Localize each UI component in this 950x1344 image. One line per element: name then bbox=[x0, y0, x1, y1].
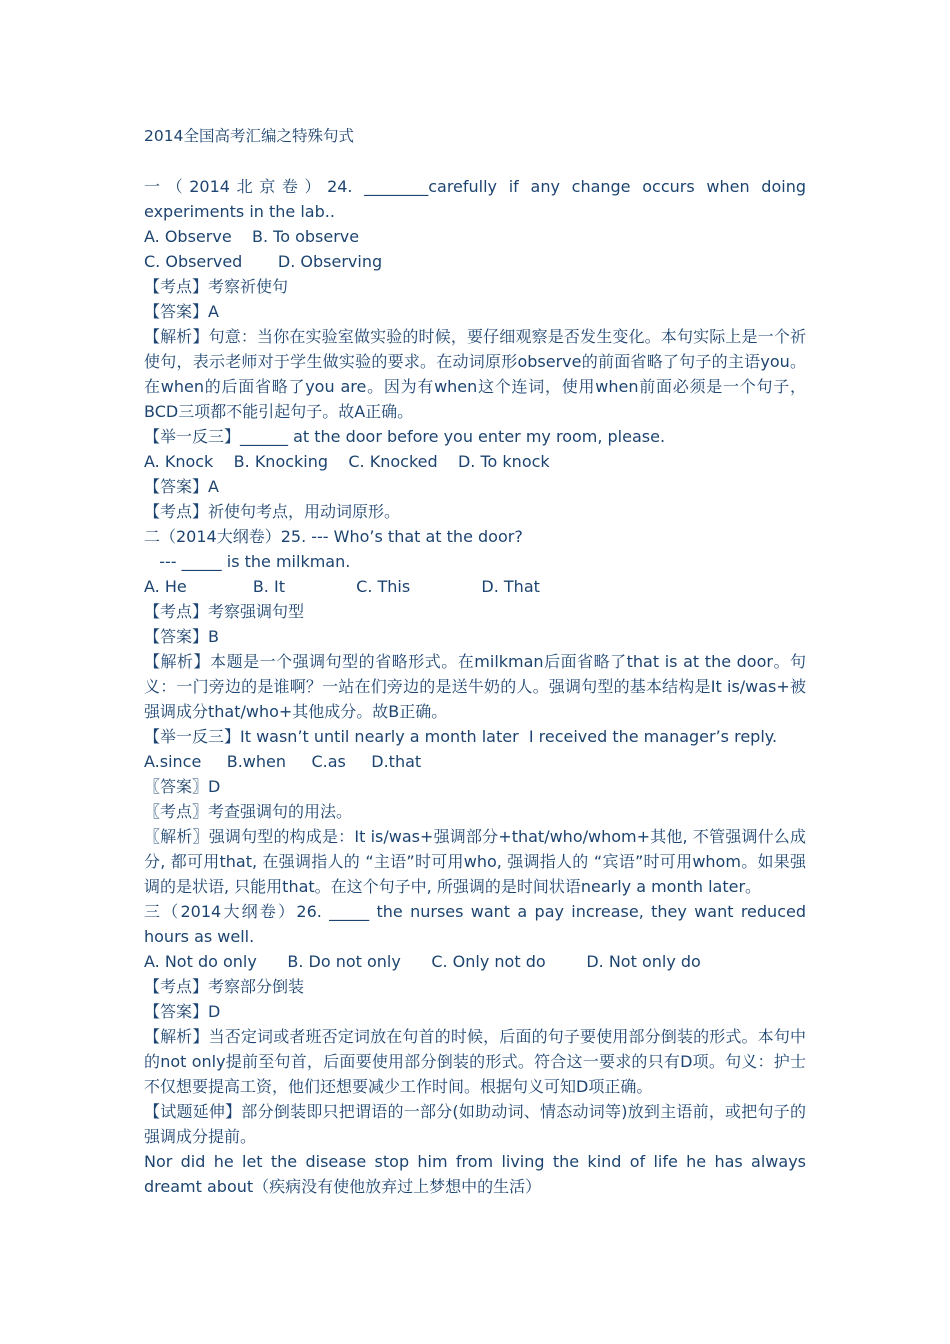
text-line: A. He B. It C. This D. That bbox=[144, 577, 540, 596]
text-line: 【考点】考察部分倒装 bbox=[144, 977, 305, 996]
text-line: 【考点】祈使句考点，用动词原形。 bbox=[144, 502, 401, 521]
text-line: Nor did he let the disease stop him from living the kind of life he has always dreamt about（疾病没有使他放弃过上梦想中的生活） bbox=[144, 1152, 806, 1196]
text-line: 【考点】考察祈使句 bbox=[144, 277, 289, 296]
text-line: 【举一反三】______ at the door before you enter my room, please. bbox=[144, 427, 666, 446]
text-line: 〖解析〗强调句型的构成是：It is/was+强调部分+that/who/whom+其他, 不管强调什么成分, 都可用that, 在强调指人的 “主语”时可用who, 强调指人的 “宾语”时可用whom。如果强调的是状语, 只能用that。在这个句子中, 所强调的是时间状语nearly a month later。 bbox=[144, 827, 806, 896]
text-line: 【解析】句意：当你在实验室做实验的时候，要仔细观察是否发生变化。本句实际上是一个祈使句，表示老师对于学生做实验的要求。在动词原形observe的前面省略了句子的主语you。在when的后面省略了you are。因为有when这个连词，使用when前面必须是一个句子，BCD三项都不能引起句子。故A正确。 bbox=[144, 327, 806, 421]
text-line: 【解析】当否定词或者班否定词放在句首的时候，后面的句子要使用部分倒装的形式。本句中的not only提前至句首，后面要使用部分倒装的形式。符合这一要求的只有D项。句义：护士不仅想要提高工资，他们还想要减少工作时间。根据句义可知D项正确。 bbox=[144, 1027, 806, 1096]
text-line: A. Not do only B. Do not only C. Only not do D. Not only do bbox=[144, 952, 701, 971]
text-line: 【答案】D bbox=[144, 1002, 221, 1021]
text-line: A. Observe B. To observe bbox=[144, 227, 360, 246]
document-body bbox=[144, 174, 806, 1199]
text-line: 【考点】考察强调句型 bbox=[144, 602, 305, 621]
text-line: 【试题延伸】部分倒装即只把谓语的一部分(如助动词、情态动词等)放到主语前，或把句子的强调成分提前。 bbox=[144, 1102, 806, 1146]
text-line: A. Knock B. Knocking C. Knocked D. To knock bbox=[144, 452, 550, 471]
document-page bbox=[144, 124, 806, 1199]
text-line: A.since B.when C.as D.that bbox=[144, 752, 422, 771]
text-line: 【答案】B bbox=[144, 627, 219, 646]
text-line: 三（2014大纲卷）26. _____ the nurses want a pay increase, they want reduced hours as well. bbox=[144, 902, 806, 946]
text-line: 【答案】A bbox=[144, 477, 219, 496]
text-line: C. Observed D. Observing bbox=[144, 252, 383, 271]
document-title: 2014全国高考汇编之特殊句式 bbox=[144, 127, 354, 145]
text-line: 〖考点〗考查强调句的用法。 bbox=[144, 802, 353, 821]
text-line: --- _____ is the milkman. bbox=[144, 552, 351, 571]
text-line: 二（2014大纲卷）25. --- Who’s that at the door? bbox=[144, 527, 523, 546]
text-line: 【解析】本题是一个强调句型的省略形式。在milkman后面省略了that is at the door。句义：一门旁边的是谁啊？一站在们旁边的是送牛奶的人。强调句型的基本结构是It is/was+被强调成分that/who+其他成分。故B正确。 bbox=[144, 652, 806, 721]
text-line: 一（2014北京卷）24. ________carefully if any change occurs when doing experiments in the lab.. bbox=[144, 177, 806, 221]
text-line: 【答案】A bbox=[144, 302, 219, 321]
text-line: 〖答案〗D bbox=[144, 777, 221, 796]
text-line: 【举一反三】It wasn’t until nearly a month later I received the manager’s reply. bbox=[144, 727, 778, 746]
